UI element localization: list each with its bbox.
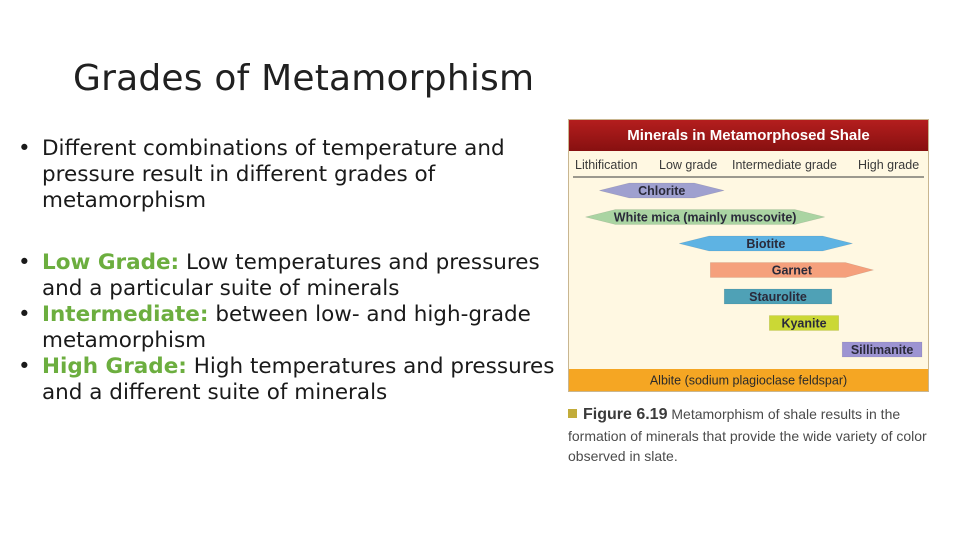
mineral-label: Sillimanite [850, 343, 914, 357]
caption-text: Metamorphism of shale results in the formation of minerals that provide the wide variety of color observed in slate. [568, 406, 927, 464]
grade-header-label: Intermediate grade [732, 158, 837, 172]
mineral-figure [568, 119, 929, 392]
bullet-highlight: High Grade: [42, 354, 187, 379]
grade-header-label: Low grade [659, 158, 718, 172]
mineral-label: Biotite [746, 237, 786, 251]
bullet-marker: • [18, 136, 31, 161]
figure-label: Figure 6.19 [583, 406, 668, 423]
bullet-item [18, 354, 558, 406]
bullet-item [18, 302, 558, 354]
albite-label: Albite (sodium plagioclase feldspar) [649, 373, 848, 388]
bullet-text: Low temperatures and pressures and a particular suite of minerals [42, 250, 540, 301]
mineral-label: Garnet [771, 263, 813, 278]
grade-header-label: Lithification [575, 158, 638, 172]
mineral-grade-diagram [569, 151, 928, 391]
bullet-text: between low- and high-grade metamorphism [42, 302, 531, 353]
bullet-highlight: Intermediate: [42, 302, 209, 327]
figure-title: Minerals in Metamorphosed Shale [569, 120, 928, 151]
bullet-list [18, 136, 558, 406]
bullet-text: High temperatures and pressures and a different suite of minerals [42, 354, 555, 405]
mineral-label: Chlorite [638, 184, 686, 198]
bullet-highlight: Low Grade: [42, 250, 180, 275]
bullet-text: Different combinations of temperature and pressure result in different grades of metamorphism [42, 136, 505, 213]
bullet-marker: • [18, 250, 31, 275]
grade-header-label: High grade [858, 158, 920, 172]
bullet-item [18, 250, 558, 302]
bullet-marker: • [18, 354, 31, 379]
figure-caption [568, 404, 940, 467]
bullet-marker: • [18, 302, 31, 327]
slide-title: Grades of Metamorphism [73, 58, 535, 99]
caption-marker [568, 409, 577, 418]
mineral-label: Kyanite [781, 316, 827, 331]
bullet-item [18, 136, 558, 214]
mineral-label: White mica (mainly muscovite) [613, 210, 797, 225]
mineral-label: Staurolite [749, 290, 807, 304]
